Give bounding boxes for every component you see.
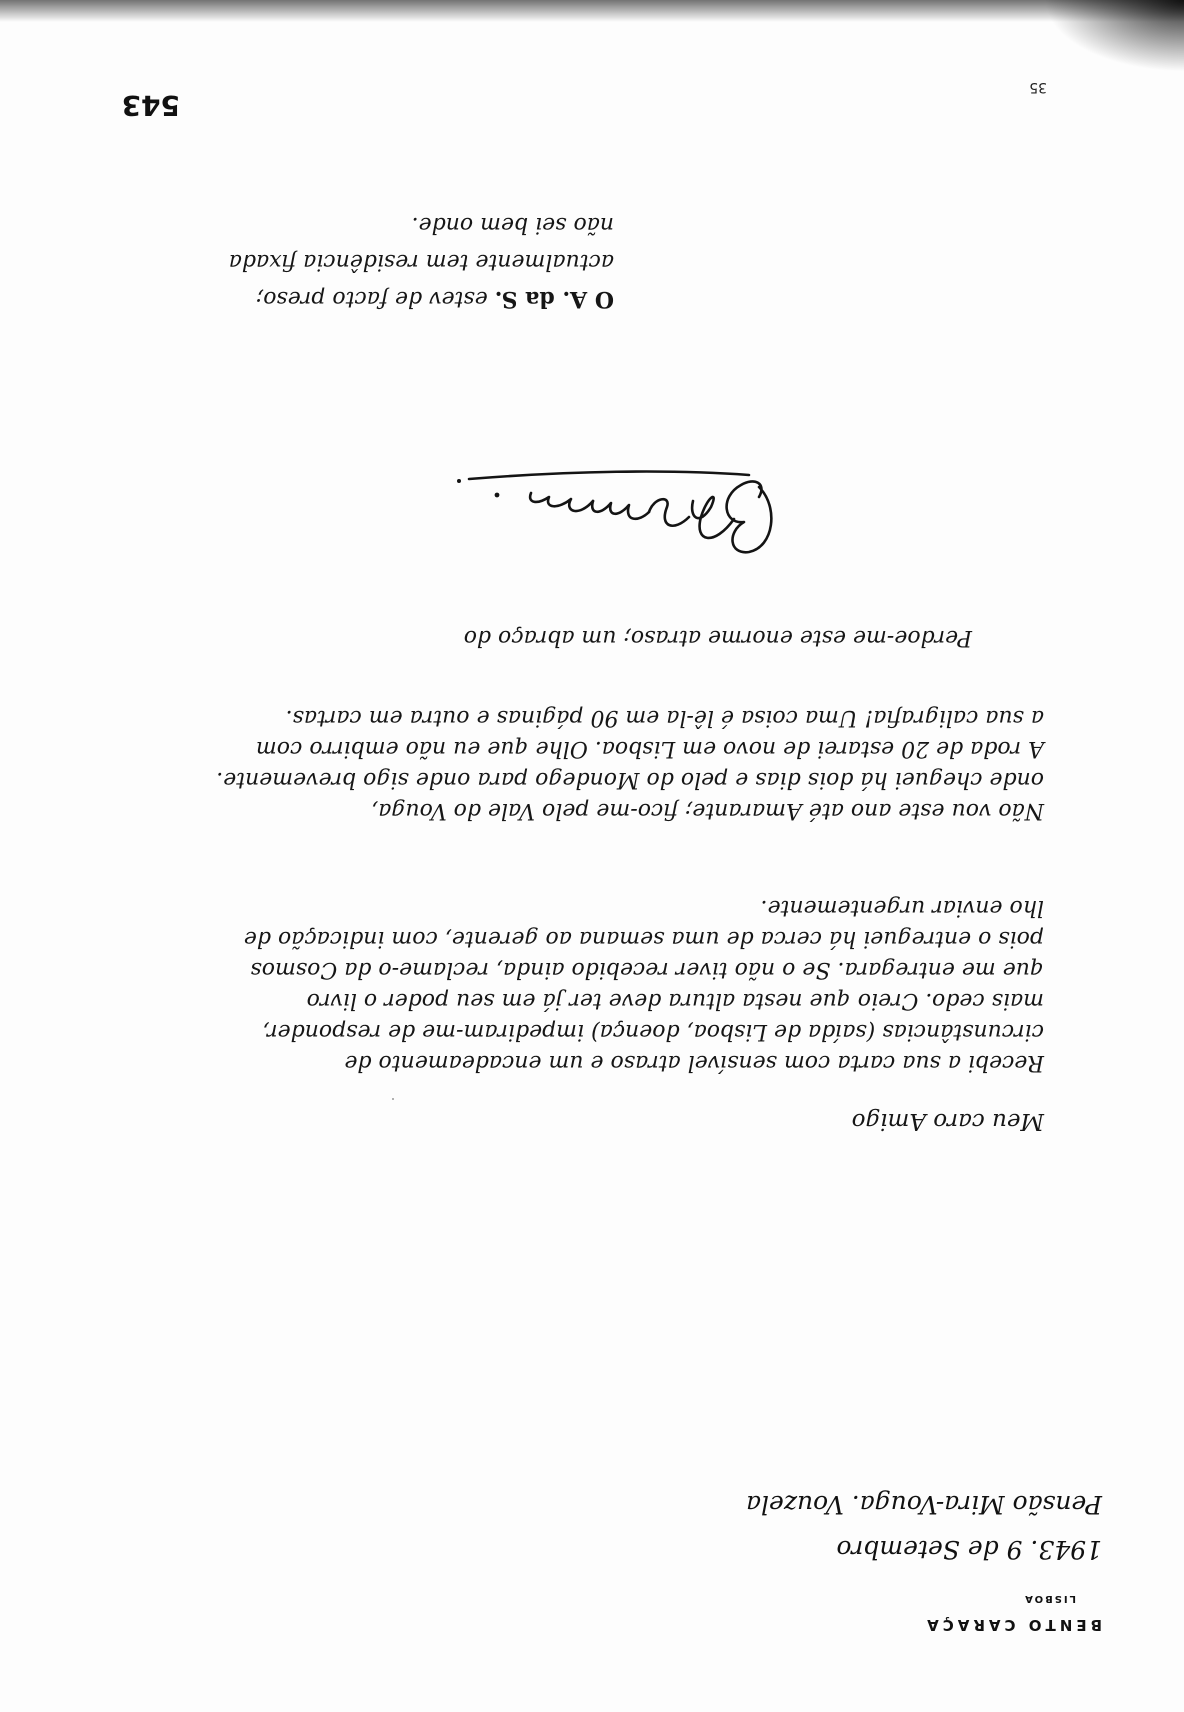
postscript-line-3: não sei bem onde. — [411, 212, 614, 237]
paragraph-2-line-2: onde cheguei há dois dias e pelo do Mondego para onde sigo brevemente. — [216, 767, 1044, 792]
postscript-line-2: actualmente tem residência fixada — [228, 249, 614, 274]
paragraph-1-line-3: mais cedo. Creio que nesta altura deve ter já em seu poder o livro — [306, 988, 1044, 1013]
paragraph-1-line-6: lho enviar urgentemente. — [760, 895, 1044, 920]
salutation: Meu caro Amigo — [851, 1108, 1044, 1134]
scan-edge-shadow — [0, 0, 1184, 22]
paragraph-1-line-4: que me entregara. Se o não tiver recebido ainda, reclame-o da Cosmos — [250, 957, 1044, 982]
paragraph-1-line-2: circunstâncias (saída de Lisboa, doença) impediram-me de responder, — [262, 1019, 1044, 1044]
paper-speck — [392, 1098, 394, 1100]
paragraph-2-line-3: A roda de 20 estarei de novo em Lisboa. Olhe que eu não embirro com — [255, 736, 1044, 761]
archive-number: 35 — [1029, 79, 1047, 95]
address-line: Pensão Mira-Vouga. Vouzela — [746, 1490, 1102, 1519]
date-line: 1943. 9 de Setembro — [836, 1535, 1102, 1564]
letterhead-name: BENTO CARAÇA — [923, 1616, 1102, 1634]
scan-corner-shadow — [1044, 0, 1184, 72]
paragraph-2-line-1: Não vou este ano até Amarante; fico-me pelo Vale do Vouga, — [371, 798, 1044, 823]
postscript-line-1: estev de facto preso; — [255, 286, 488, 311]
signature — [449, 457, 789, 567]
postscript — [229, 206, 614, 317]
closing-line: Perdoe-me este enorme atraso; um abraço do — [463, 625, 972, 650]
page-number: 543 — [121, 89, 180, 122]
paragraph-1-line-5: pois o entreguei há cerca de uma semana ao gerente, com indicação de — [243, 926, 1044, 951]
paragraph-2-line-4: a sua caligrafia! Uma coisa é lê-la em 90 páginas e outra em cartas. — [285, 705, 1044, 730]
paragraph-1-line-1: Recebi a sua carta com sensível atraso e um encadeamento de — [344, 1050, 1044, 1075]
letterhead-city: LISBOA — [1023, 1593, 1076, 1604]
postscript-prefix: O A. da S. — [494, 286, 614, 312]
